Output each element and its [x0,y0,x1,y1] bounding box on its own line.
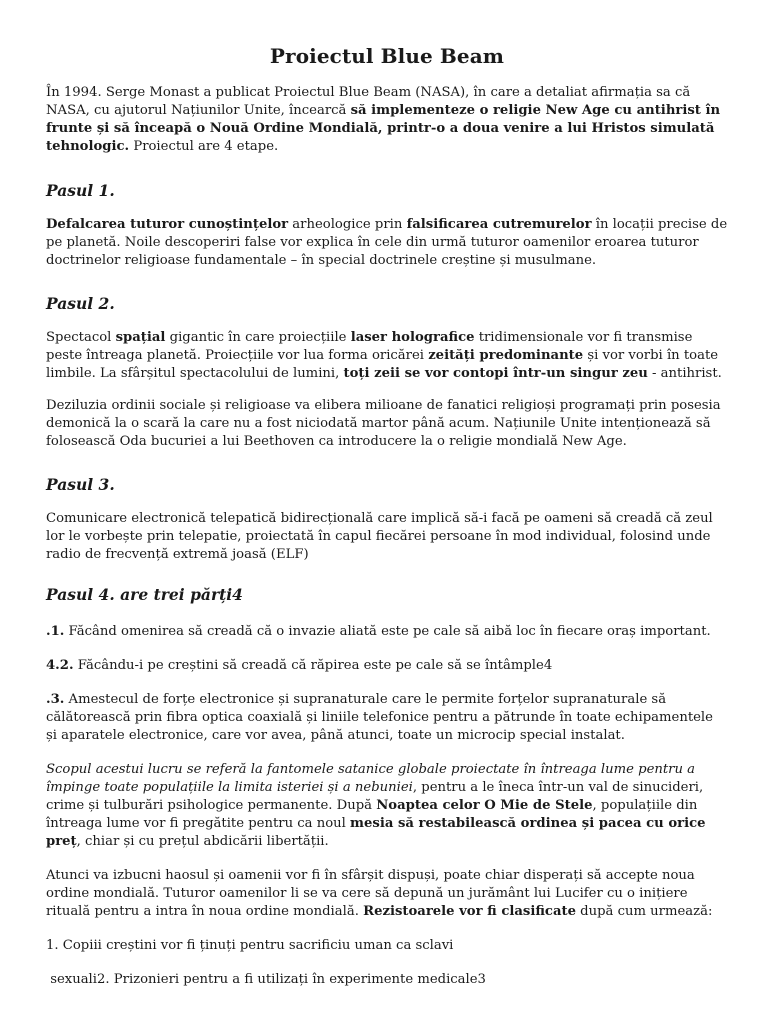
step2-text-2: gigantic în care proiecțiile [165,330,351,345]
chaos-paragraph [46,867,728,921]
chaos-text-2: după cum urmează: [575,904,713,919]
step4-part-2 [46,657,728,675]
step1-text-1: arheologice prin [288,217,407,232]
document-title: Proiectul Blue Beam [269,44,505,68]
intro-text-1: În 1994. Serge Monast a publicat Proiectul Blue Beam (NASA), în care a detaliat afirmația sa că NASA, cu ajutorul Națiunilor Unite, încearcă [46,85,691,118]
step2-bold-4: toți zeii se vor contopi într-un singur zeu [343,366,648,381]
step4-part-1-number: .1. [46,624,65,639]
list-line-2: sexuali2. Prizonieri pentru a fi utilizați în experimente medicale3 [46,972,486,987]
scope-paragraph [46,761,728,851]
step3-paragraph: Comunicare electronică telepatică bidirecțională care implică să-i facă pe oameni să creadă că zeul lor le vorbește prin telepatie, proiectată în capul fiecărei persoane în mod individual, folosind unde radio de frecvență extremă joasă (ELF) [46,511,713,562]
step2-paragraph-1 [46,329,728,383]
step2-text-1: Spectacol [46,330,116,345]
scope-text-1: , pentru a le îneca într-un val de sinucideri, crime și tulburări psihologice permanente. După [46,780,704,813]
scope-italic-1: Scopul acestui lucru se referă la fantomele satanice globale proiectate în întreaga lume pentru a împinge toate populațiile la limita isteriei și a nebuniei [46,762,696,795]
step2-text-5: - antihrist. [647,366,722,381]
step2-paragraph-2: Deziluzia ordinii sociale și religioase va elibera milioane de fanatici religioși programați prin posesia demonică la o scară la care nu a fost niciodată martor până acum. Națiunile Unite intenționează să folosească Oda bucuriei a lui Beethoven ca introducere la o religie mondială New Age. [46,398,721,449]
step2-bold-3: zeități predominante [428,348,584,363]
step4-part-3 [46,691,728,745]
step2-bold-1: spațial [115,330,166,345]
step1-heading: Pasul 1. [46,181,115,200]
chaos-text-1: Atunci va izbucni haosul și oamenii vor fi în sfârșit dispuși, poate chiar disperați să accepte noua ordine mondială. Tuturor oamenilor li se va cere să depună un jurământ lui Lucifer cu o inițiere rituală pentru a intra în noua ordine mondială. [46,868,695,919]
step1-text-2: în locații precise de pe planetă. Noile descoperiri false vor explica în cele din urmă tuturor oamenilor eroarea tuturor doctrinelor religioase fundamentale – în special doctrinele creștine și musulmane. [46,217,728,268]
step4-part-1-text: Făcând omenirea să creadă că o invazie aliată este pe cale să aibă loc în fiecare oraș important. [64,624,711,639]
step4-part-2-text: Făcându-i pe creștini să creadă că răpirea este pe cale să se întâmple4 [73,658,553,673]
step2-text-4: și vor vorbi în toate limbile. La sfârșitul spectacolului de lumini, [46,348,719,381]
intro-text-2: Proiectul are 4 etape. [129,139,279,154]
intro-paragraph [46,84,728,156]
step1-paragraph [46,216,728,270]
step4-part-3-text: Amestecul de forțe electronice și supranaturale care le permite forțelor supranaturale să călătorească prin fibra optica coaxială și liniile telefonice pentru a pătrunde în toate echipamentele și aparatele electronice, care vor avea, până atunci, toate un microcip special instalat. [46,692,713,743]
scope-bold-1: Noaptea celor O Mie de Stele [376,798,593,813]
list-line-1: 1. Copiii creștini vor fi ținuți pentru sacrificiu uman ca sclavi [46,938,454,953]
step2-text-3: tridimensionale vor fi transmise peste întreaga planetă. Proiecțiile vor lua forma oricărei [46,330,693,363]
step4-part-1 [46,623,728,641]
step1-bold-2: falsificarea cutremurelor [406,217,592,232]
step4-heading: Pasul 4. are trei părți4 [46,585,243,604]
scope-text-3: , chiar și cu prețul abdicării libertății. [76,834,329,849]
step2-heading: Pasul 2. [46,294,115,313]
scope-bold-2: mesia să restabilească ordinea și pacea cu orice preț [46,816,706,849]
step2-bold-2: laser holografice [350,330,475,345]
step4-part-2-number: 4.2. [46,658,74,673]
step3-heading: Pasul 3. [46,475,115,494]
step1-bold-1: Defalcarea tuturor cunoștințelor [46,217,289,232]
chaos-bold-1: Rezistoarele vor fi clasificate [363,904,576,919]
step4-part-3-number: .3. [46,692,65,707]
intro-bold-1: să implementeze o religie New Age cu antihrist în frunte și să înceapă o Nouă Ordine Mondială, printr-o a doua venire a lui Hristos simulată tehnologic. [46,103,721,154]
scope-text-2: , populațiile din întreaga lume vor fi pregătite pentru ca noul [46,798,698,831]
